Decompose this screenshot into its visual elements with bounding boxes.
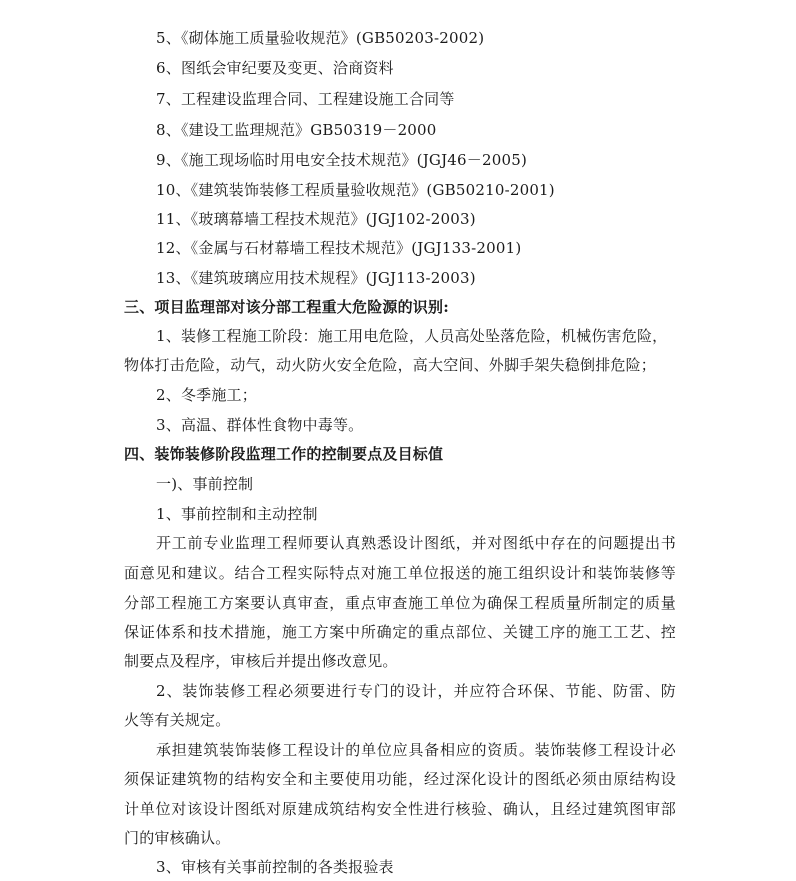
hazard-item-3: 3、高温、群体性食物中毒等。 (156, 416, 364, 434)
reference-item: 12、《金属与石材幕墙工程技术规范》(JGJ133-2001) (156, 239, 522, 257)
reference-item: 9、《施工现场临时用电安全技术规范》(JGJ46－2005) (156, 151, 528, 169)
paragraph-line: 开工前专业监理工程师要认真熟悉设计图纸，并对图纸中存在的问题提出书 (156, 534, 676, 552)
paragraph-line: 2、装饰装修工程必须要进行专门的设计，并应符合环保、节能、防雷、防 (156, 682, 676, 700)
paragraph-line: 保证体系和技术措施，施工方案中所确定的重点部位、关键工序的施工工艺、控 (124, 623, 676, 641)
paragraph-line: 须保证建筑物的结构安全和主要使用功能，经过深化设计的图纸必须由原结构设 (124, 770, 676, 788)
hazard-item-1-line-1: 1、装修工程施工阶段：施工用电危险，人员高处坠落危险，机械伤害危险， (156, 327, 668, 345)
paragraph-line: 分部工程施工方案要认真审查，重点审查施工单位为确保工程质量所制定的质量 (124, 594, 676, 612)
subsection-item: 1、事前控制和主动控制 (156, 505, 318, 523)
hazard-item-1-line-2: 物体打击危险，动气，动火防火安全危险，高大空间、外脚手架失稳倒排危险； (124, 356, 657, 374)
reference-item: 7、工程建设监理合同、工程建设施工合同等 (156, 90, 455, 108)
paragraph-line: 火等有关规定。 (124, 711, 231, 729)
paragraph-line: 门的审核确认。 (124, 829, 231, 847)
reference-item: 13、《建筑玻璃应用技术规程》(JGJ113-2003) (156, 269, 476, 287)
hazard-item-2: 2、冬季施工； (156, 386, 257, 404)
reference-item: 11、《玻璃幕墙工程技术规范》(JGJ102-2003) (156, 210, 476, 228)
subsection-item: 3、审核有关事前控制的各类报验表 (156, 858, 394, 876)
paragraph-line: 承担建筑装饰装修工程设计的单位应具备相应的资质。装饰装修工程设计必 (156, 741, 676, 759)
reference-item: 10、《建筑装饰装修工程质量验收规范》(GB50210-2001) (156, 181, 555, 199)
section-heading: 四、装饰装修阶段监理工作的控制要点及目标值 (124, 445, 444, 463)
subsection-heading: 一)、事前控制 (156, 475, 254, 493)
reference-item: 8、《建设工监理规范》GB50319－2000 (156, 121, 437, 139)
paragraph-line: 面意见和建议。结合工程实际特点对施工单位报送的施工组织设计和装饰装修等 (124, 564, 676, 582)
reference-item: 6、图纸会审纪要及变更、洽商资料 (156, 59, 394, 77)
reference-item: 5、《砌体施工质量验收规范》(GB50203-2002) (156, 29, 485, 47)
paragraph-line: 计单位对该设计图纸对原建成筑结构安全性进行核验、确认，且经过建筑图审部 (124, 800, 676, 818)
paragraph-line: 制要点及程序，审核后并提出修改意见。 (124, 652, 398, 670)
section-heading: 三、项目监理部对该分部工程重大危险源的识别: (124, 298, 449, 316)
